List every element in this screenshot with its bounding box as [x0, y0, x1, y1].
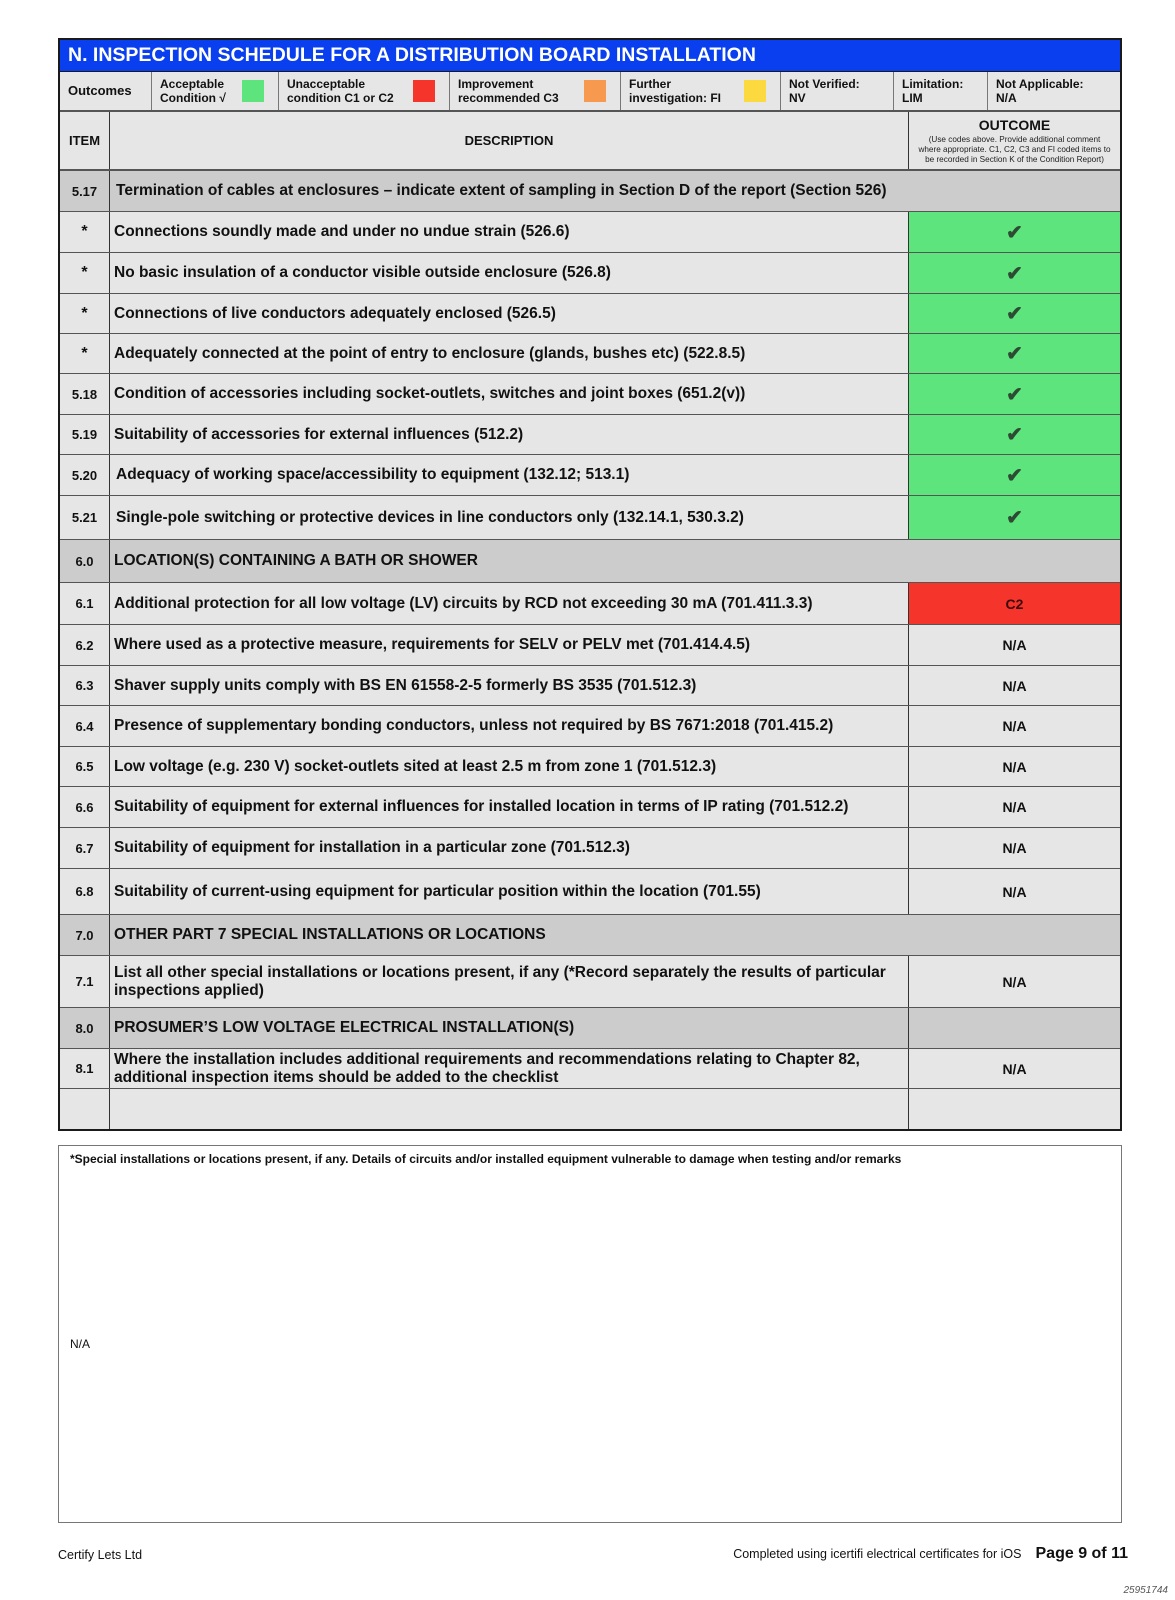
outcome-cell[interactable]: C2 — [908, 583, 1120, 624]
table-row — [60, 625, 1120, 666]
item-number: 6.4 — [60, 706, 110, 746]
table-row — [60, 706, 1120, 747]
table-row — [60, 956, 1120, 1008]
outcome-cell[interactable]: N/A — [908, 828, 1120, 868]
outcome-checkmark-icon[interactable]: ✔ — [908, 334, 1120, 373]
table-row — [60, 415, 1120, 455]
legend-improvement: Improvement recommended C3 — [450, 72, 621, 110]
item-description: Suitability of equipment for external influences for installed location in terms of IP rating (701.512.2) — [114, 798, 849, 815]
table-row — [60, 1049, 1120, 1089]
table-row — [60, 212, 1120, 253]
section-row — [60, 171, 1120, 212]
item-number: * — [60, 334, 110, 373]
item-number: 5.19 — [60, 415, 110, 454]
item-number: 5.17 — [60, 171, 110, 211]
table-row — [60, 496, 1120, 540]
footer-completed-using: Completed using icertifi electrical certificates for iOS — [733, 1547, 1022, 1561]
section-title: N. INSPECTION SCHEDULE FOR A DISTRIBUTION BOARD INSTALLATION — [60, 40, 1120, 72]
item-description: Adequately connected at the point of entry to enclosure (glands, bushes etc) (522.8.5) — [114, 344, 746, 362]
item-number: 6.6 — [60, 787, 110, 827]
unacceptable-swatch-icon — [413, 80, 435, 102]
outcome-cell[interactable]: N/A — [908, 1049, 1120, 1088]
item-description: Suitability of accessories for external influences (512.2) — [114, 425, 524, 443]
table-row — [60, 374, 1120, 415]
footer-right — [733, 1545, 1128, 1563]
outcome-cell[interactable]: N/A — [908, 747, 1120, 786]
item-number: 7.0 — [60, 915, 110, 955]
outcome-checkmark-icon[interactable]: ✔ — [908, 212, 1120, 252]
legend-further-investigation: Further investigation: FI — [621, 72, 781, 110]
section-heading: Termination of cables at enclosures – indicate extent of sampling in Section D of the report (Section 526) — [116, 182, 887, 199]
remarks-value: N/A — [70, 1337, 91, 1351]
item-description: Additional protection for all low voltage (LV) circuits by RCD not exceeding 30 mA (701.411.3.3) — [114, 594, 813, 612]
acceptable-swatch-icon — [242, 80, 264, 102]
item-number: 6.1 — [60, 583, 110, 624]
page-number: Page 9 of 11 — [1035, 1545, 1128, 1562]
table-row — [60, 294, 1120, 334]
legend-unacceptable: Unacceptable condition C1 or C2 — [279, 72, 450, 110]
remarks-label: *Special installations or locations present, if any. Details of circuits and/or installed equipment vulnerable to damage when testing and/or remarks — [70, 1152, 902, 1166]
item-number: * — [60, 294, 110, 333]
section-row — [60, 915, 1120, 956]
item-number: * — [60, 212, 110, 252]
outcome-cell[interactable]: N/A — [908, 706, 1120, 746]
item-description — [110, 1089, 908, 1129]
item-description: List all other special installations or locations present, if any (*Record separately the results of particular inspections applied) — [114, 963, 886, 999]
item-description: Suitability of equipment for installation in a particular zone (701.512.3) — [114, 839, 630, 856]
item-number: 6.3 — [60, 666, 110, 705]
legend-not-applicable: Not Applicable: N/A — [996, 77, 1084, 105]
inspection-schedule-table — [58, 38, 1122, 1131]
item-description: Where the installation includes additional requirements and recommendations relating to Chapter 82, additional inspection items should be added to the checklist — [114, 1050, 860, 1086]
outcome-checkmark-icon[interactable]: ✔ — [908, 374, 1120, 414]
table-row — [60, 253, 1120, 294]
improvement-swatch-icon — [584, 80, 606, 102]
item-number — [60, 1089, 110, 1129]
item-number: * — [60, 253, 110, 293]
outcome-cell[interactable] — [908, 1089, 1120, 1129]
item-number: 6.7 — [60, 828, 110, 868]
item-description: Adequacy of working space/accessibility to equipment (132.12; 513.1) — [116, 466, 630, 483]
remarks-box — [58, 1145, 1122, 1523]
outcome-cell[interactable]: N/A — [908, 787, 1120, 827]
legend-not-verified: Not Verified: NV — [781, 72, 894, 110]
item-number: 5.20 — [60, 455, 110, 495]
header-item: ITEM — [60, 112, 110, 169]
outcome-checkmark-icon[interactable]: ✔ — [908, 496, 1120, 539]
header-outcome: OUTCOME (Use codes above. Provide additional comment where appropriate. C1, C2, C3 and FI coded items to be recorded in Section K of the Condition Report) — [908, 112, 1120, 169]
table-row — [60, 1089, 1120, 1129]
outcome-cell[interactable] — [908, 1008, 1120, 1048]
table-row — [60, 455, 1120, 496]
outcome-legend — [60, 72, 1120, 112]
outcome-cell[interactable]: N/A — [908, 869, 1120, 914]
section-row — [60, 540, 1120, 583]
outcome-checkmark-icon[interactable]: ✔ — [908, 455, 1120, 495]
legend-outcomes-label: Outcomes — [60, 72, 152, 110]
item-description: Connections soundly made and under no undue strain (526.6) — [114, 223, 570, 240]
outcome-checkmark-icon[interactable]: ✔ — [908, 253, 1120, 293]
legend-limitation: Limitation: LIM — [894, 72, 988, 110]
item-number: 5.18 — [60, 374, 110, 414]
item-number: 6.8 — [60, 869, 110, 914]
item-number: 5.21 — [60, 496, 110, 539]
header-description: DESCRIPTION — [464, 132, 554, 148]
section-heading: OTHER PART 7 SPECIAL INSTALLATIONS OR LOCATIONS — [114, 926, 546, 943]
item-number: 6.2 — [60, 625, 110, 665]
document-id: 25951744 — [1123, 1585, 1168, 1596]
item-description: Suitability of current-using equipment for particular position within the location (701.55) — [114, 882, 761, 900]
item-description: Connections of live conductors adequately enclosed (526.5) — [114, 304, 556, 322]
item-description: Presence of supplementary bonding conductors, unless not required by BS 7671:2018 (701.415.2) — [114, 717, 834, 734]
item-number: 6.5 — [60, 747, 110, 786]
section-heading: PROSUMER’S LOW VOLTAGE ELECTRICAL INSTALLATION(S) — [114, 1019, 575, 1036]
item-description: Single-pole switching or protective devices in line conductors only (132.14.1, 530.3.2) — [116, 508, 744, 526]
item-description: Low voltage (e.g. 230 V) socket-outlets sited at least 2.5 m from zone 1 (701.512.3) — [114, 757, 717, 775]
item-number: 8.1 — [60, 1049, 110, 1088]
outcome-checkmark-icon[interactable]: ✔ — [908, 294, 1120, 333]
item-description: No basic insulation of a conductor visible outside enclosure (526.8) — [114, 264, 611, 281]
table-row — [60, 869, 1120, 915]
further-investigation-swatch-icon — [744, 80, 766, 102]
legend-acceptable: Acceptable Condition √ — [152, 72, 279, 110]
table-row — [60, 583, 1120, 625]
table-body — [60, 171, 1120, 1129]
table-row — [60, 747, 1120, 787]
item-description: Condition of accessories including socket-outlets, switches and joint boxes (651.2(v)) — [114, 385, 746, 402]
item-number: 8.0 — [60, 1008, 110, 1048]
table-row — [60, 334, 1120, 374]
table-row — [60, 666, 1120, 706]
item-description: Where used as a protective measure, requirements for SELV or PELV met (701.414.4.5) — [114, 636, 751, 653]
outcome-cell[interactable]: N/A — [908, 666, 1120, 705]
table-row — [60, 828, 1120, 869]
item-number: 7.1 — [60, 956, 110, 1007]
outcome-cell[interactable]: N/A — [908, 956, 1120, 1007]
outcome-checkmark-icon[interactable]: ✔ — [908, 415, 1120, 454]
item-number: 6.0 — [60, 540, 110, 582]
footer-company: Certify Lets Ltd — [58, 1548, 143, 1562]
table-header — [60, 112, 1120, 171]
section-row — [60, 1008, 1120, 1049]
outcome-cell[interactable]: N/A — [908, 625, 1120, 665]
table-row — [60, 787, 1120, 828]
section-heading: LOCATION(S) CONTAINING A BATH OR SHOWER — [114, 552, 478, 569]
item-description: Shaver supply units comply with BS EN 61558-2-5 formerly BS 3535 (701.512.3) — [114, 676, 697, 694]
